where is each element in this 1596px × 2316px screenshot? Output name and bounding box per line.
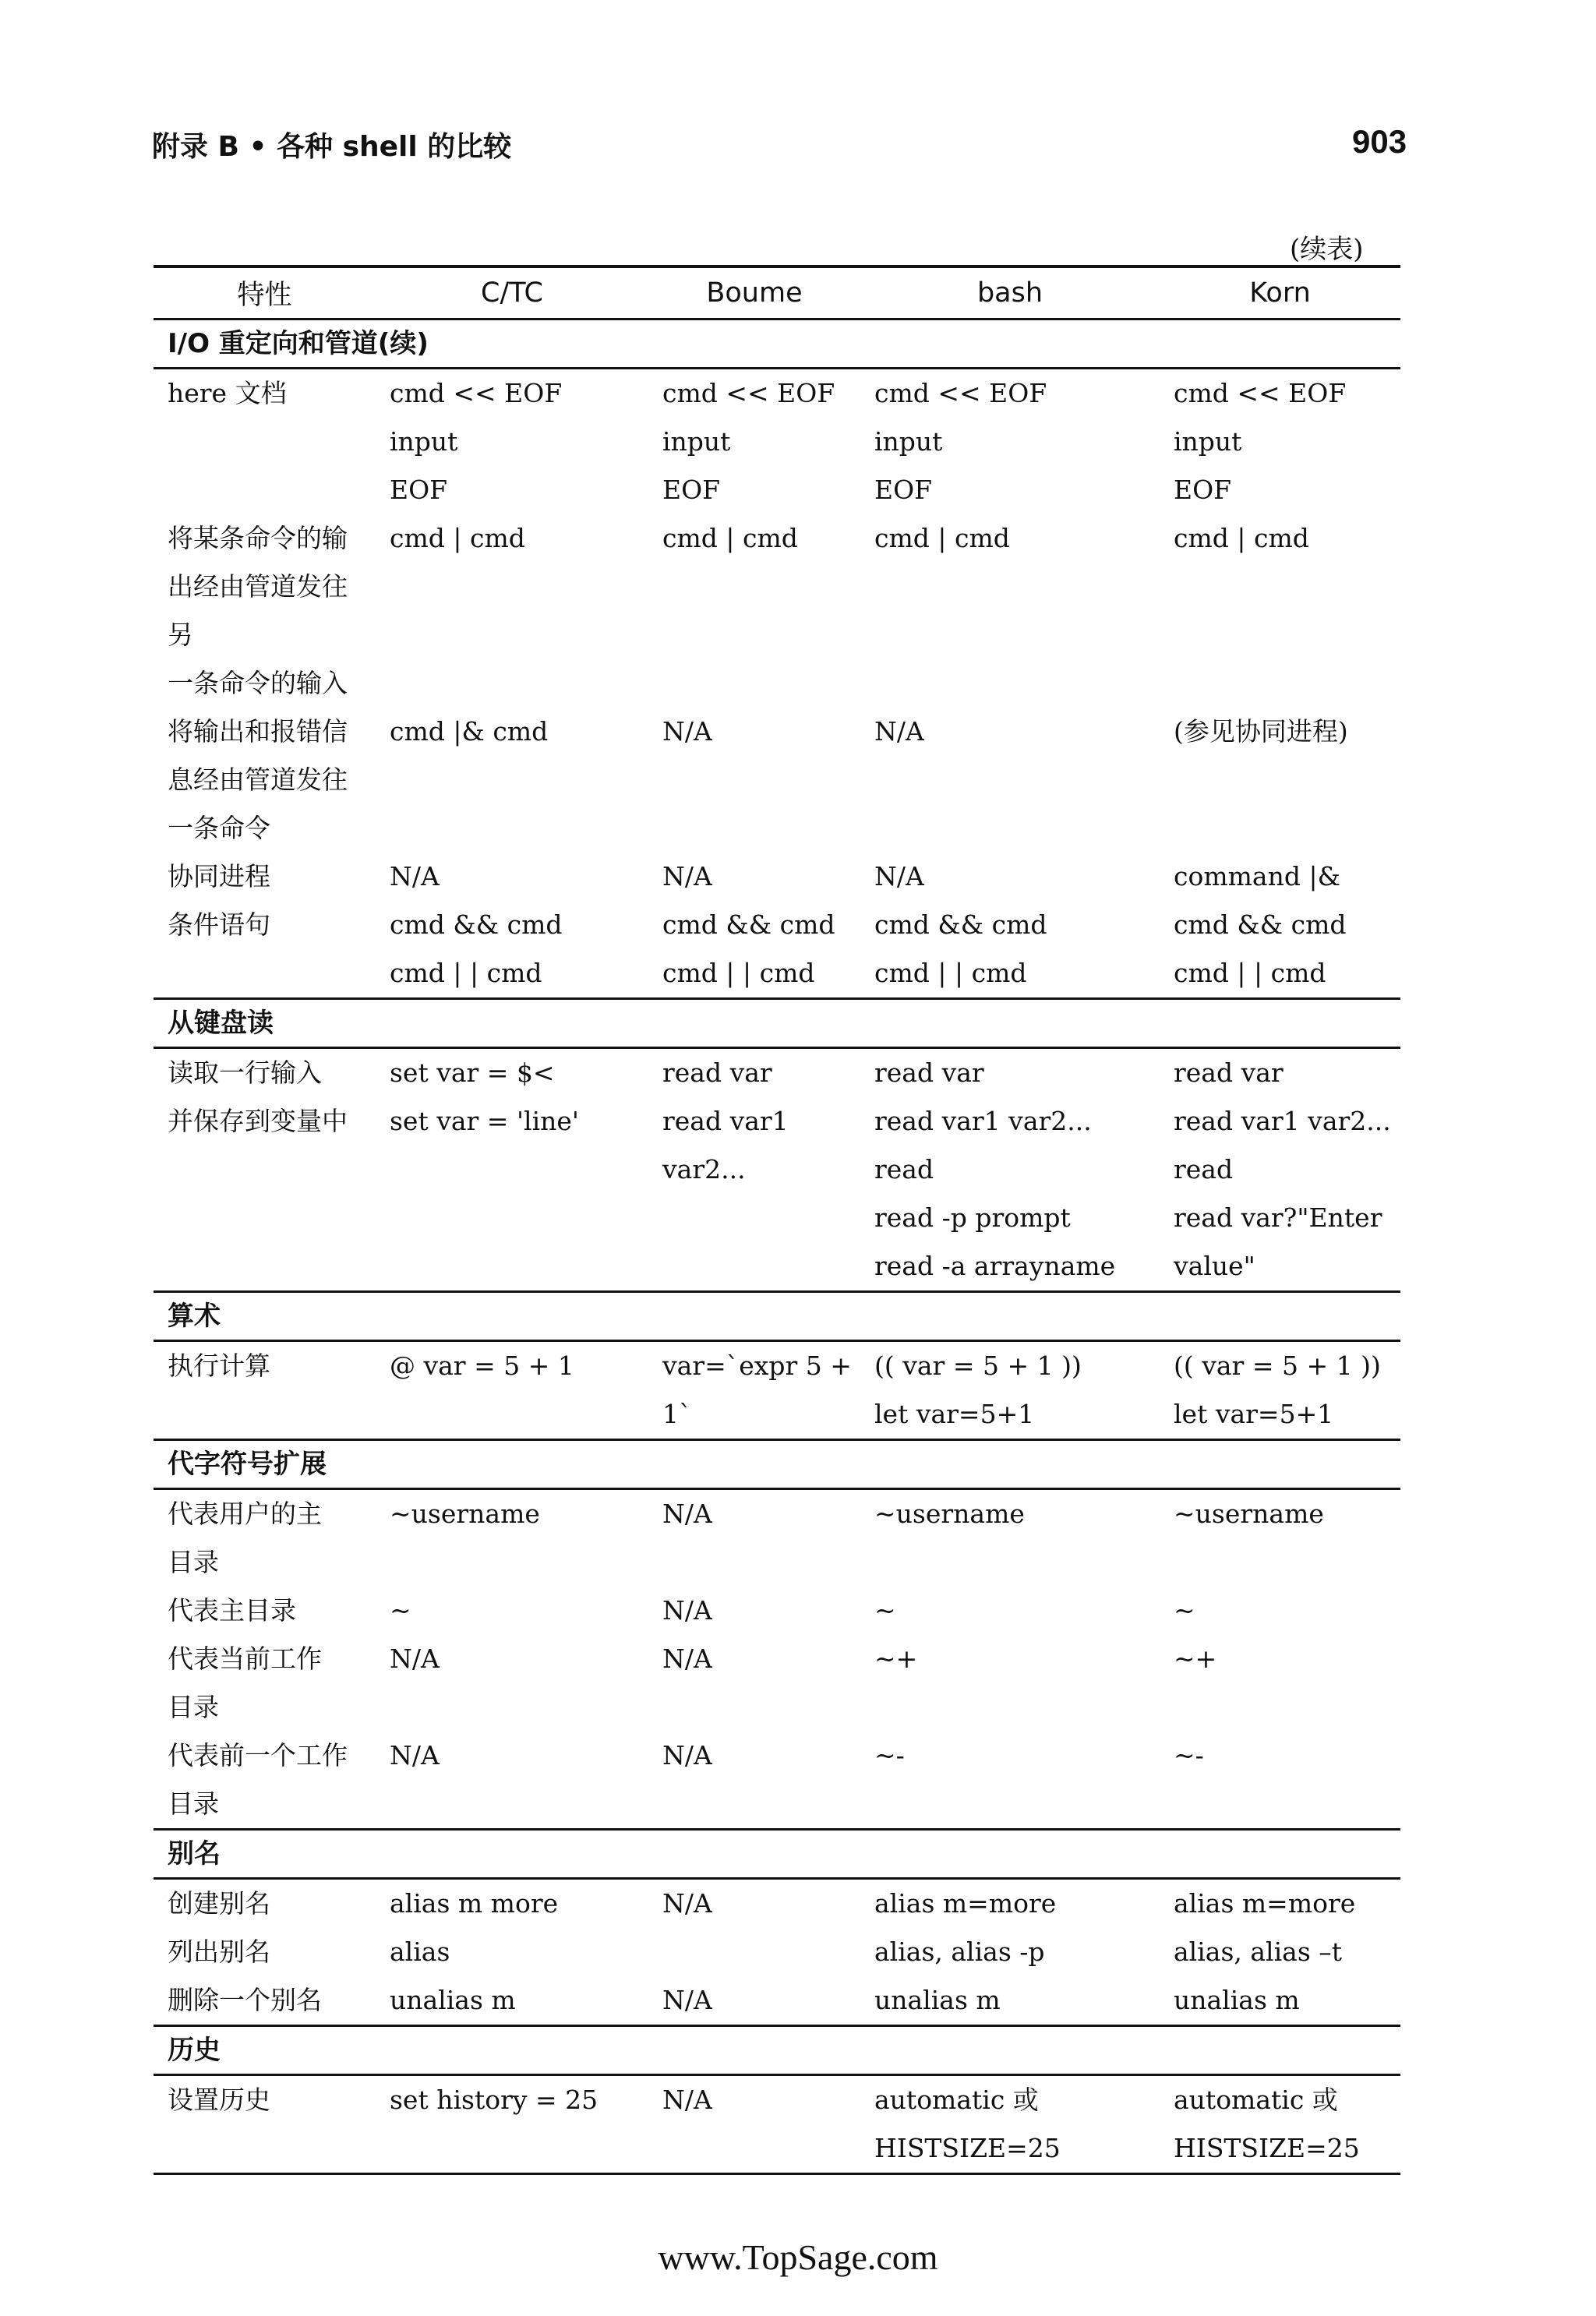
page-number: 903 — [1352, 123, 1407, 160]
table-cell: set history = 25 — [390, 2085, 598, 2115]
section-row — [154, 1292, 1400, 1341]
section-row — [154, 2026, 1400, 2075]
table-cell: ~+ — [874, 1643, 918, 1674]
column-header-korn: Korn — [1160, 267, 1400, 320]
table-bottom-rule — [154, 2173, 1400, 2174]
table-cell: cmd | cmd — [874, 523, 1010, 553]
feature-cell: here 文档 — [168, 378, 287, 408]
table-cell: cmd | cmd — [662, 523, 798, 553]
table-cell: cmd && cmd cmd | | cmd — [1174, 909, 1347, 988]
column-header-feature: 特性 — [154, 267, 376, 320]
table-cell: (( var = 5 + 1 )) let var=5+1 — [1174, 1350, 1381, 1429]
feature-cell: 列出别名 — [168, 1936, 270, 1967]
table-cell: N/A — [662, 1740, 712, 1771]
table-cell: N/A — [662, 716, 712, 747]
table-cell: cmd | cmd — [390, 523, 525, 553]
table-cell: ~username — [1174, 1499, 1324, 1529]
table-cell: command |& — [1174, 861, 1340, 891]
feature-cell: 删除一个别名 — [168, 1985, 322, 2015]
table-cell: alias, alias -p — [874, 1936, 1045, 1967]
section-title: 历史 — [154, 2026, 1400, 2075]
feature-cell: 代表用户的主 目录 — [168, 1499, 322, 1577]
table-cell: read var read var1 var2... read read -p prompt read -a arrayname — [874, 1057, 1116, 1281]
table-cell: N/A — [662, 1643, 712, 1674]
table-cell: (( var = 5 + 1 )) let var=5+1 — [874, 1350, 1082, 1429]
table-cell: N/A — [662, 861, 712, 891]
table-cell: ~username — [874, 1499, 1025, 1529]
table-row — [154, 1928, 1400, 1976]
table-cell: automatic 或 HISTSIZE=25 — [1174, 2085, 1360, 2163]
table-row — [154, 901, 1400, 999]
table-row — [154, 1976, 1400, 2026]
table-cell: N/A — [662, 1595, 712, 1626]
table-body — [154, 320, 1400, 2174]
table-cell: cmd << EOF input EOF — [662, 378, 835, 505]
table-cell: N/A — [390, 861, 440, 891]
section-row — [154, 1440, 1400, 1489]
feature-cell: 创建别名 — [168, 1888, 270, 1919]
table-cell: cmd && cmd cmd | | cmd — [662, 909, 835, 988]
table-cell: unalias m — [390, 1985, 516, 2015]
table-cell: @ var = 5 + 1 — [390, 1350, 574, 1381]
feature-cell: 代表主目录 — [168, 1595, 296, 1626]
table-header-row — [154, 267, 1400, 320]
section-title: 代字符号扩展 — [154, 1440, 1400, 1489]
table-cell: alias — [390, 1936, 450, 1967]
section-title: 别名 — [154, 1830, 1400, 1879]
feature-cell: 读取一行输入 并保存到变量中 — [168, 1057, 348, 1136]
table-cell: ~username — [390, 1499, 540, 1529]
table-row — [154, 369, 1400, 515]
footer-url: www.TopSage.com — [658, 2237, 938, 2277]
table-row — [154, 1635, 1400, 1732]
table-cell: N/A — [662, 1888, 712, 1919]
continued-label: (续表) — [1290, 234, 1364, 265]
feature-cell: 将输出和报错信 息经由管道发往 一条命令 — [168, 716, 348, 843]
section-title: 算术 — [154, 1292, 1400, 1341]
table-cell: var=`expr 5 + 1` — [662, 1350, 852, 1429]
table-cell: N/A — [662, 2085, 712, 2115]
table-row — [154, 853, 1400, 901]
table-row — [154, 1732, 1400, 1830]
table-cell: N/A — [390, 1740, 440, 1771]
table-cell: N/A — [874, 861, 924, 891]
column-header-ctc: C/TC — [376, 267, 648, 320]
feature-cell: 条件语句 — [168, 909, 270, 940]
table-cell: alias m more — [390, 1888, 559, 1919]
table-cell: read var read var1 var2... read read var?"Enter value" — [1174, 1057, 1391, 1281]
table-cell: N/A — [390, 1643, 440, 1674]
table-cell: cmd << EOF input EOF — [390, 378, 563, 505]
table-cell: N/A — [662, 1499, 712, 1529]
table-cell: alias m=more — [1174, 1888, 1356, 1919]
section-row — [154, 320, 1400, 369]
table-cell: alias m=more — [874, 1888, 1057, 1919]
table-cell: unalias m — [1174, 1985, 1300, 2015]
feature-cell: 代表前一个工作 目录 — [168, 1740, 348, 1819]
table-cell: set var = $< set var = 'line' — [390, 1057, 579, 1136]
shell-comparison-table — [154, 265, 1400, 2175]
section-row — [154, 1830, 1400, 1879]
table-row — [154, 2075, 1400, 2173]
table-row — [154, 1587, 1400, 1635]
table-row — [154, 514, 1400, 708]
table-cell: unalias m — [874, 1985, 1001, 2015]
section-title: I/O 重定向和管道(续) — [154, 320, 1400, 369]
table-cell: N/A — [874, 716, 924, 747]
table-cell: cmd |& cmd — [390, 716, 549, 747]
feature-cell: 执行计算 — [168, 1350, 270, 1381]
running-header: 附录 B • 各种 shell 的比较 — [152, 131, 512, 163]
table-row — [154, 1489, 1400, 1587]
table-cell: ~ — [1174, 1595, 1195, 1626]
table-cell — [648, 1928, 860, 1976]
table-row — [154, 708, 1400, 853]
table-cell: automatic 或 HISTSIZE=25 — [874, 2085, 1061, 2163]
table-cell: N/A — [662, 1985, 712, 2015]
column-header-bash: bash — [860, 267, 1160, 320]
table-row — [154, 1341, 1400, 1440]
section-row — [154, 999, 1400, 1048]
table-cell: ~ — [874, 1595, 896, 1626]
table-cell: ~- — [874, 1740, 905, 1771]
table-cell: ~ — [390, 1595, 411, 1626]
table-cell: (参见协同进程) — [1174, 716, 1348, 747]
table-cell: ~+ — [1174, 1643, 1217, 1674]
table-cell: read var read var1 var2... — [662, 1057, 789, 1184]
table-cell: cmd && cmd cmd | | cmd — [874, 909, 1047, 988]
column-header-bourne: Boume — [648, 267, 860, 320]
table-cell: cmd << EOF input EOF — [874, 378, 1047, 505]
table-cell: cmd << EOF input EOF — [1174, 378, 1347, 505]
table-cell: alias, alias –t — [1174, 1936, 1343, 1967]
table-row — [154, 1879, 1400, 1929]
table-cell: cmd && cmd cmd | | cmd — [390, 909, 563, 988]
feature-cell: 将某条命令的输 出经由管道发往另 一条命令的输入 — [168, 523, 348, 698]
table-row — [154, 1048, 1400, 1292]
feature-cell: 协同进程 — [168, 861, 270, 891]
bottom-rule-cell — [154, 2173, 1400, 2174]
section-title: 从键盘读 — [154, 999, 1400, 1048]
feature-cell: 代表当前工作 目录 — [168, 1643, 322, 1722]
feature-cell: 设置历史 — [168, 2085, 270, 2115]
table-cell: ~- — [1174, 1740, 1204, 1771]
table-cell: cmd | cmd — [1174, 523, 1309, 553]
